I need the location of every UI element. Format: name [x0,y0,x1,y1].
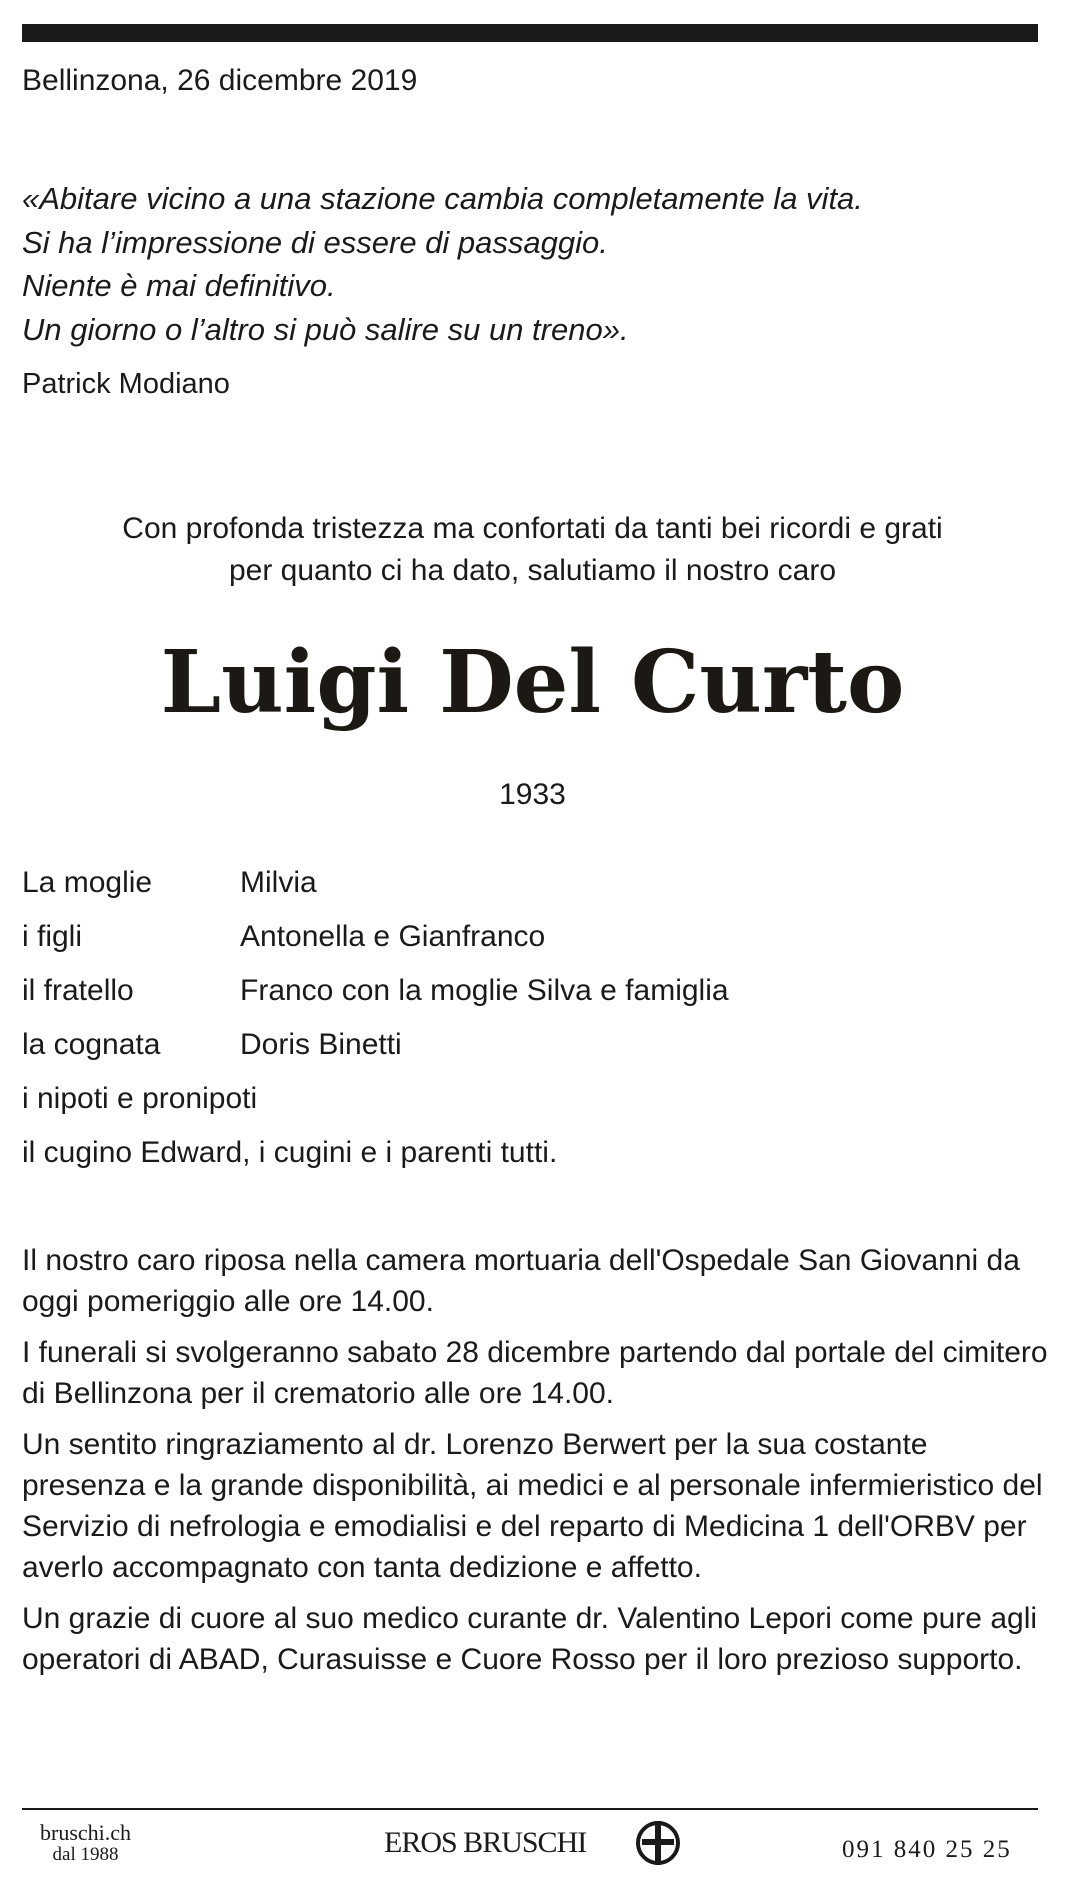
info-paragraph: Il nostro caro riposa nella camera mortuaria dell'Ospedale San Giovanni da oggi pomeriggio alle ore 14.00. [22,1244,1020,1318]
family-relation: La moglie [22,866,153,899]
info-paragraph: Un grazie di cuore al suo medico curante dr. Valentino Lepori come pure agli operatori di ABAD, Curasuisse e Cuore Rosso per il loro prezioso supporto. [22,1602,1038,1676]
family-list [22,856,729,1180]
birth-year: 1933 [499,778,566,811]
family-relation: il cugino Edward, i cugini e i parenti tutti. [22,1136,558,1169]
footer-divider [22,1808,1038,1810]
family-names: Doris Binetti [240,1028,402,1061]
info-paragraph: I funerali si svolgeranno sabato 28 dicembre partendo dal portale del cimitero di Bellinzona per il crematorio alle ore 14.00. [22,1336,1048,1410]
since-label: dal 1988 [52,1844,119,1865]
family-row [22,1018,729,1072]
deceased-name: Luigi Del Curto [160,632,905,733]
quote-line: Si ha l’impressione di essere di passaggio. [22,224,608,260]
family-row [22,1072,729,1126]
intro-line: per quanto ci ha dato, salutiamo il nostro caro [228,554,837,587]
family-names: Antonella e Gianfranco [240,920,546,953]
quote-author: Patrick Modiano [22,368,230,400]
funeral-information [22,1240,1052,1690]
announcement-intro [0,508,1065,592]
family-row [22,964,729,1018]
quote-line: «Abitare vicino a una stazione cambia completamente la vita. [22,181,863,216]
family-relation: la cognata [22,1028,161,1061]
quote-line: Niente è mai definitivo. [22,268,336,303]
family-relation: il fratello [22,974,134,1007]
family-row [22,910,729,964]
funeral-home-brand: EROS BRUSCHI [384,1826,587,1859]
place-date: Bellinzona, 26 dicembre 2019 [22,64,418,97]
family-row [22,856,729,910]
family-names: Milvia [240,866,317,899]
quote-line: Un giorno o l’altro si può salire su un treno». [22,311,629,347]
funeral-home-website[interactable] [40,1822,131,1866]
info-paragraph: Un sentito ringraziamento al dr. Lorenzo Berwert per la sua costante presenza e la grande disponibilità, ai medici e al personale infermieristico del Servizio di nefrologia e emodialisi e del reparto di Medicina 1 dell'ORBV per averlo accompagnato con tanta dedizione e affetto. [22,1428,1043,1584]
website-link[interactable]: bruschi.ch [40,1820,132,1845]
family-relation: i figli [22,920,83,953]
intro-line: Con profonda tristezza ma confortati da tanti bei ricordi e grati [122,512,943,545]
family-row [22,1126,729,1180]
phone-number[interactable]: 091 840 25 25 [842,1836,1012,1863]
family-names: Franco con la moglie Silva e famiglia [240,974,729,1007]
family-relation: i nipoti e pronipoti [22,1082,258,1115]
funeral-cross-logo-icon [632,1817,684,1869]
epigraph-quote [22,177,863,351]
top-divider [22,24,1038,42]
